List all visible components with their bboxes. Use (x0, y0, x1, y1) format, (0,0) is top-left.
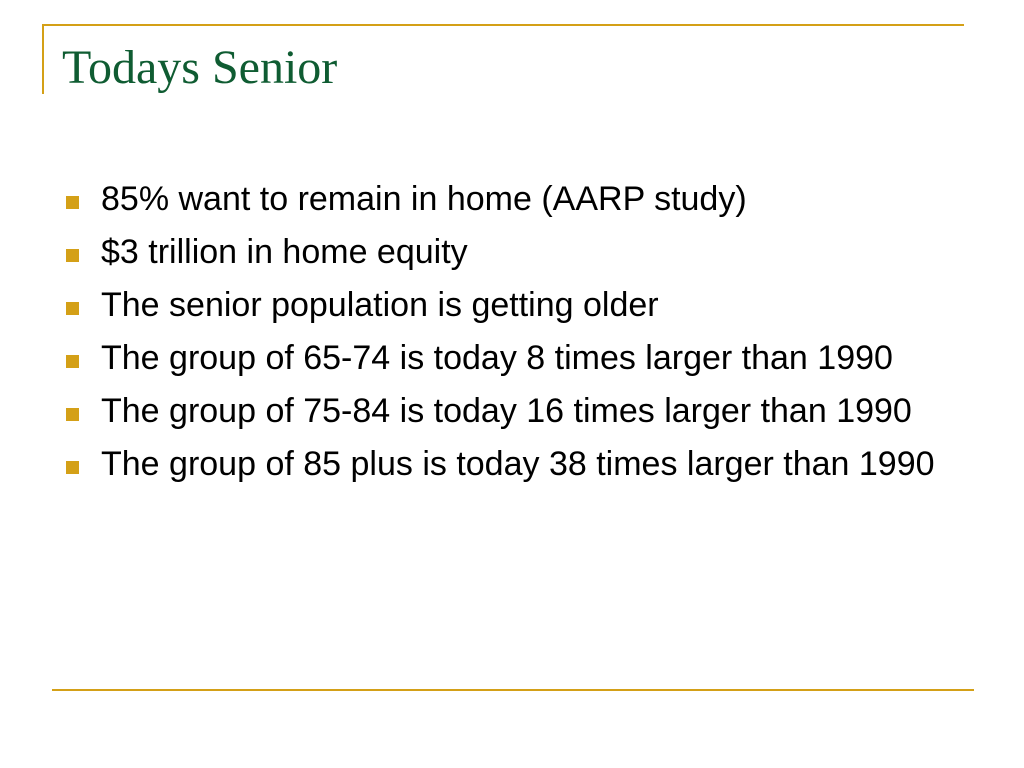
bullet-text: The group of 85 plus is today 38 times larger than 1990 (101, 445, 935, 483)
square-bullet-icon (66, 302, 79, 315)
square-bullet-icon (66, 196, 79, 209)
bullet-item (66, 392, 966, 431)
bullet-list (66, 180, 966, 498)
square-bullet-icon (66, 408, 79, 421)
square-bullet-icon (66, 461, 79, 474)
bullet-text: The group of 75-84 is today 16 times larger than 1990 (101, 392, 912, 430)
bullet-item (66, 445, 966, 484)
square-bullet-icon (66, 249, 79, 262)
top-frame-line (42, 24, 964, 26)
bullet-text: $3 trillion in home equity (101, 233, 468, 271)
square-bullet-icon (66, 355, 79, 368)
bullet-item (66, 339, 966, 378)
bullet-text: The senior population is getting older (101, 286, 659, 324)
bullet-item (66, 180, 966, 219)
bullet-text: The group of 65-74 is today 8 times larger than 1990 (101, 339, 893, 377)
bullet-item (66, 233, 966, 272)
left-frame-line (42, 24, 44, 94)
bullet-item (66, 286, 966, 325)
slide-title: Todays Senior (62, 41, 338, 94)
bullet-text: 85% want to remain in home (AARP study) (101, 180, 747, 218)
bottom-frame-line (52, 689, 974, 691)
